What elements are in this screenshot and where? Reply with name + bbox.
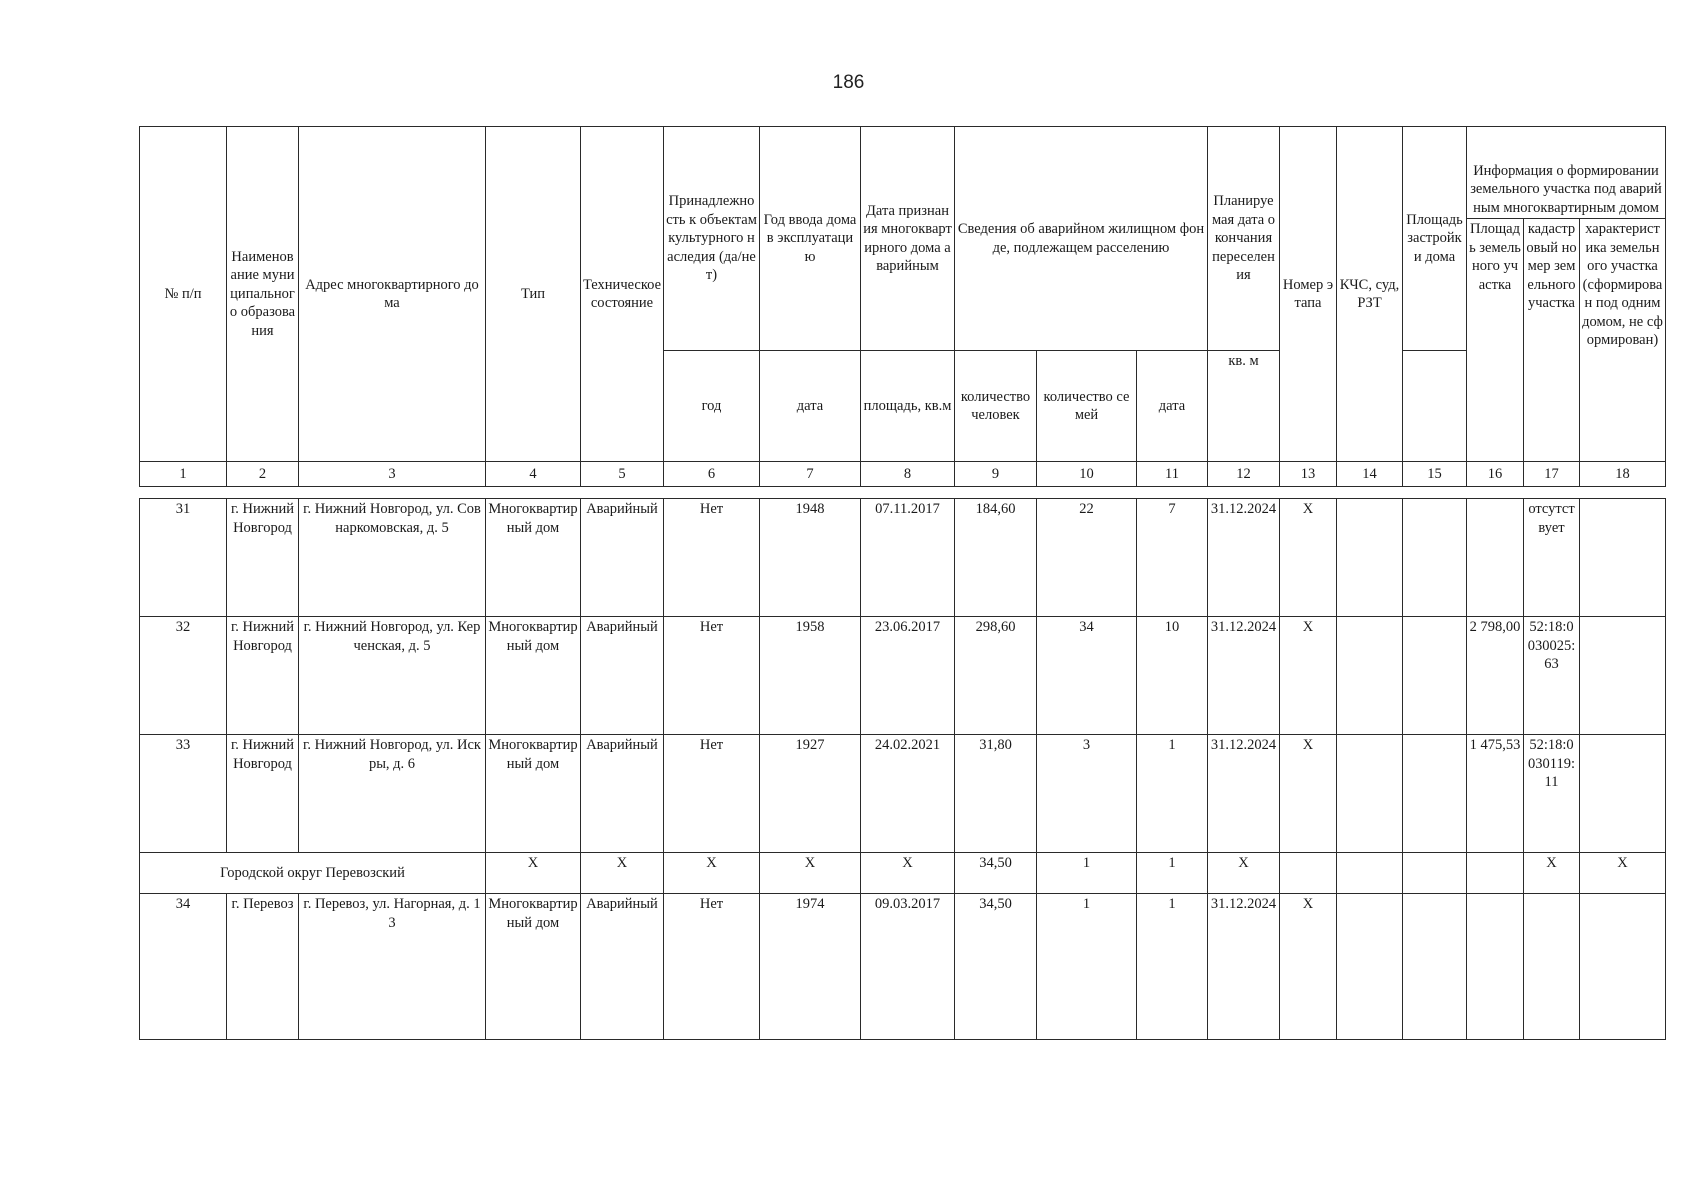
table-row [140,735,1666,853]
stage: Х [1280,894,1337,1040]
group-year: Х [760,853,861,894]
column-number: 6 [664,462,760,487]
group-heritage: Х [664,853,760,894]
table-row [140,894,1666,1040]
cadastral-number [1524,894,1580,1040]
row-number: 31 [140,499,227,617]
group-state: Х [581,853,664,894]
land-area: 1 475,53 [1467,735,1524,853]
kchs [1337,894,1403,1040]
heritage: Нет [664,617,760,735]
house-type: Многоквартирный дом [486,735,581,853]
date-recognized: 09.03.2017 [861,894,955,1040]
land-area [1467,499,1524,617]
header-date-unit: дата [760,351,861,462]
group-kchs [1337,853,1403,894]
land-characteristic [1580,894,1666,1040]
families: 1 [1137,735,1208,853]
header-land-char: характеристика земельного участка (сформирован под одним домом, не сформирован) [1580,219,1666,462]
group-plan: Х [1208,853,1280,894]
header-number: № п/п [140,127,227,462]
column-number: 17 [1524,462,1580,487]
column-number: 4 [486,462,581,487]
column-number: 12 [1208,462,1280,487]
kchs [1337,499,1403,617]
address: г. Нижний Новгород, ул. Керченская, д. 5 [299,617,486,735]
tech-state: Аварийный [581,894,664,1040]
stage: Х [1280,735,1337,853]
header-type: Тип [486,127,581,462]
municipality: г. Нижний Новгород [227,735,299,853]
tech-state: Аварийный [581,617,664,735]
municipality: г. Нижний Новгород [227,499,299,617]
group-cadastral: Х [1524,853,1580,894]
group-people: 1 [1037,853,1137,894]
house-type: Многоквартирный дом [486,499,581,617]
area: 31,80 [955,735,1037,853]
area: 184,60 [955,499,1037,617]
build-area [1403,499,1467,617]
group-build-area [1403,853,1467,894]
column-number: 9 [955,462,1037,487]
header-land-info: Информация о формировании земельного участка под аварийным многоквартирным домом [1467,127,1666,219]
table-row [140,617,1666,735]
header-stage: Номер этапа [1280,127,1337,462]
cadastral-number: 52:18:0030025:63 [1524,617,1580,735]
land-characteristic [1580,735,1666,853]
municipality: г. Перевоз [227,894,299,1040]
header-municipality: Наименование муниципального образования [227,127,299,462]
planned-date: 31.12.2024 [1208,735,1280,853]
group-land-area [1467,853,1524,894]
year-built: 1974 [760,894,861,1040]
heritage: Нет [664,735,760,853]
people: 1 [1037,894,1137,1040]
column-number: 14 [1337,462,1403,487]
address: г. Нижний Новгород, ул. Совнаркомовская, д. 5 [299,499,486,617]
group-label: Городской округ Перевозский [140,853,486,894]
land-characteristic [1580,499,1666,617]
header-families-unit: количество семей [1037,351,1137,462]
address: г. Нижний Новгород, ул. Искры, д. 6 [299,735,486,853]
address: г. Перевоз, ул. Нагорная, д. 13 [299,894,486,1040]
date-recognized: 24.02.2021 [861,735,955,853]
column-number: 16 [1467,462,1524,487]
house-type: Многоквартирный дом [486,617,581,735]
header-build-area: Площадь застройки дома [1403,127,1467,351]
emergency-housing-table [139,126,1666,1040]
header-date-recognized: Дата признания многоквартирного дома аварийным [861,127,955,351]
header-people-unit: количество человек [955,351,1037,462]
header-emergency-fund: Сведения об аварийном жилищном фонде, подлежащем расселению [955,127,1208,351]
header-year-built: Год ввода дома в эксплуатацию [760,127,861,351]
cadastral-number: отсутствует [1524,499,1580,617]
column-number: 2 [227,462,299,487]
house-type: Многоквартирный дом [486,894,581,1040]
families: 10 [1137,617,1208,735]
column-number: 5 [581,462,664,487]
tech-state: Аварийный [581,735,664,853]
header-build-area-unit: кв. м [1208,351,1280,462]
people: 22 [1037,499,1137,617]
kchs [1337,735,1403,853]
people: 3 [1037,735,1137,853]
heritage: Нет [664,894,760,1040]
column-number: 8 [861,462,955,487]
column-number: 3 [299,462,486,487]
header-year-unit: год [664,351,760,462]
land-area: 2 798,00 [1467,617,1524,735]
group-area: 34,50 [955,853,1037,894]
page-number: 186 [832,72,865,93]
group-stage [1280,853,1337,894]
date-recognized: 07.11.2017 [861,499,955,617]
land-characteristic [1580,617,1666,735]
header-area-unit: площадь, кв.м [861,351,955,462]
planned-date: 31.12.2024 [1208,499,1280,617]
people: 34 [1037,617,1137,735]
row-number: 32 [140,617,227,735]
spacer [140,487,1666,499]
stage: Х [1280,617,1337,735]
table-row [140,499,1666,617]
planned-date: 31.12.2024 [1208,617,1280,735]
families: 1 [1137,894,1208,1040]
column-number-row [140,462,1666,487]
date-recognized: 23.06.2017 [861,617,955,735]
group-type: Х [486,853,581,894]
build-area [1403,617,1467,735]
spacer-row [140,487,1666,499]
row-number: 33 [140,735,227,853]
planned-date: 31.12.2024 [1208,894,1280,1040]
group-summary-row [140,853,1666,894]
year-built: 1948 [760,499,861,617]
area: 34,50 [955,894,1037,1040]
build-area [1403,894,1467,1040]
stage: Х [1280,499,1337,617]
families: 7 [1137,499,1208,617]
group-families: 1 [1137,853,1208,894]
header-heritage: Принадлежность к объектам культурного наследия (да/нет) [664,127,760,351]
header-plan-unit: дата [1137,351,1208,462]
header-tech-state: Техническое состояние [581,127,664,462]
area: 298,60 [955,617,1037,735]
header-kchs: КЧС, суд, РЗТ [1337,127,1403,462]
column-number: 1 [140,462,227,487]
cadastral-number: 52:18:0030119:11 [1524,735,1580,853]
build-area [1403,735,1467,853]
header-planned-date: Планируемая дата окончания переселения [1208,127,1280,351]
header-land-area: Площадь земельного участка [1467,219,1524,462]
municipality: г. Нижний Новгород [227,617,299,735]
header-address: Адрес многоквартирного дома [299,127,486,462]
year-built: 1927 [760,735,861,853]
heritage: Нет [664,499,760,617]
row-number: 34 [140,894,227,1040]
land-area [1467,894,1524,1040]
kchs [1337,617,1403,735]
column-number: 10 [1037,462,1137,487]
tech-state: Аварийный [581,499,664,617]
group-land-char: Х [1580,853,1666,894]
header-cadastral: кадастровый номер земельного участка [1524,219,1580,462]
column-number: 15 [1403,462,1467,487]
group-date: Х [861,853,955,894]
column-number: 18 [1580,462,1666,487]
year-built: 1958 [760,617,861,735]
header-row-top [140,127,1666,219]
column-number: 11 [1137,462,1208,487]
column-number: 13 [1280,462,1337,487]
column-number: 7 [760,462,861,487]
